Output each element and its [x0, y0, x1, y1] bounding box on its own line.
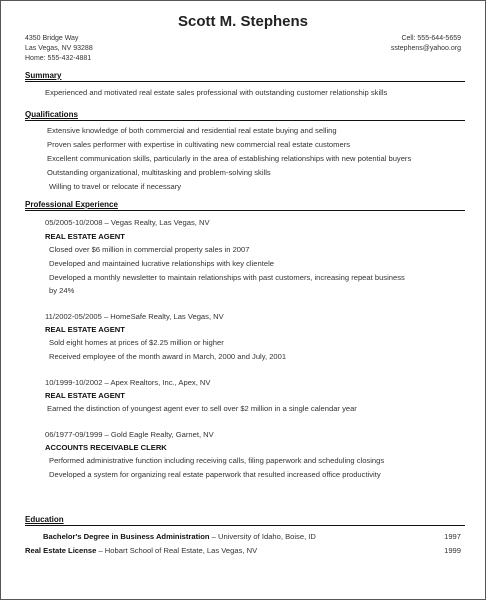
job-title: ACCOUNTS RECEIVABLE CLERK — [45, 443, 167, 452]
job-duty: Performed administrative function including receiving calls, filing paperwork and scheduling closings — [49, 456, 385, 465]
contact-block — [391, 34, 461, 54]
job-duty: Developed a system for organizing real estate paperwork that resulted increased office productivity — [49, 470, 381, 479]
address-line-1: 4350 Bridge Way — [25, 35, 79, 42]
experience-heading: Professional Experience — [25, 200, 118, 209]
job-duty: by 24% — [49, 286, 75, 295]
job-title: REAL ESTATE AGENT — [45, 391, 125, 400]
qualifications-heading: Qualifications — [25, 110, 78, 119]
education-year: 1999 — [444, 546, 461, 555]
qualifications-rule — [25, 120, 465, 121]
education-detail: – University of Idaho, Boise, ID — [209, 532, 316, 541]
job-period: 11/2002-05/2005 – HomeSafe Realty, Las Vegas, NV — [45, 312, 224, 321]
job-title: REAL ESTATE AGENT — [45, 232, 125, 241]
job-duty: Closed over $6 million in commercial property sales in 2007 — [49, 245, 250, 254]
education-entry — [43, 532, 316, 541]
education-entry — [25, 546, 257, 555]
qualification-item: Extensive knowledge of both commercial and residential real estate buying and selling — [47, 126, 337, 135]
job-duty: Earned the distinction of youngest agent ever to sell over $2 million in a single calendar year — [47, 404, 357, 413]
qualification-item: Willing to travel or relocate if necessary — [49, 182, 182, 191]
education-year: 1997 — [444, 532, 461, 541]
education-credential: Bachelor's Degree in Business Administration — [43, 532, 210, 541]
candidate-name: Scott M. Stephens — [177, 13, 308, 30]
address-block — [25, 34, 93, 64]
job-duty: Developed and maintained lucrative relationships with key clientele — [49, 259, 274, 268]
home-phone: Home: 555-432-4881 — [25, 55, 92, 62]
experience-rule — [25, 210, 465, 211]
education-heading: Education — [25, 515, 64, 524]
cell-phone: Cell: 555-644-5659 — [401, 35, 461, 42]
job-title: REAL ESTATE AGENT — [45, 325, 125, 334]
summary-heading: Summary — [25, 71, 62, 80]
qualification-item: Outstanding organizational, multitasking and problem-solving skills — [47, 168, 271, 177]
job-duty: Received employee of the month award in March, 2000 and July, 2001 — [49, 352, 287, 361]
job-period: 06/1977-09/1999 – Gold Eagle Realty, Garnet, NV — [45, 430, 214, 439]
job-period: 05/2005-10/2008 – Vegas Realty, Las Vegas, NV — [45, 218, 210, 227]
email: sstephens@yahoo.org — [390, 45, 461, 52]
job-duty: Sold eight homes at prices of $2.25 million or higher — [49, 338, 224, 347]
summary-text: Experienced and motivated real estate sales professional with outstanding customer relationship skills — [45, 88, 388, 97]
qualification-item: Proven sales performer with expertise in cultivating new commercial real estate customers — [47, 140, 351, 149]
qualification-item: Excellent communication skills, particularly in the area of establishing relationships with new potential buyers — [47, 154, 412, 163]
education-detail: – Hobart School of Real Estate, Las Vegas, NV — [96, 546, 258, 555]
education-rule — [25, 525, 465, 526]
summary-rule — [25, 81, 465, 82]
address-line-2: Las Vegas, NV 93288 — [25, 45, 93, 52]
job-duty: Developed a monthly newsletter to maintain relationships with past customers, increasing repeat business — [49, 273, 405, 282]
job-period: 10/1999-10/2002 – Apex Realtors, Inc., Apex, NV — [45, 378, 211, 387]
education-credential: Real Estate License — [25, 546, 97, 555]
